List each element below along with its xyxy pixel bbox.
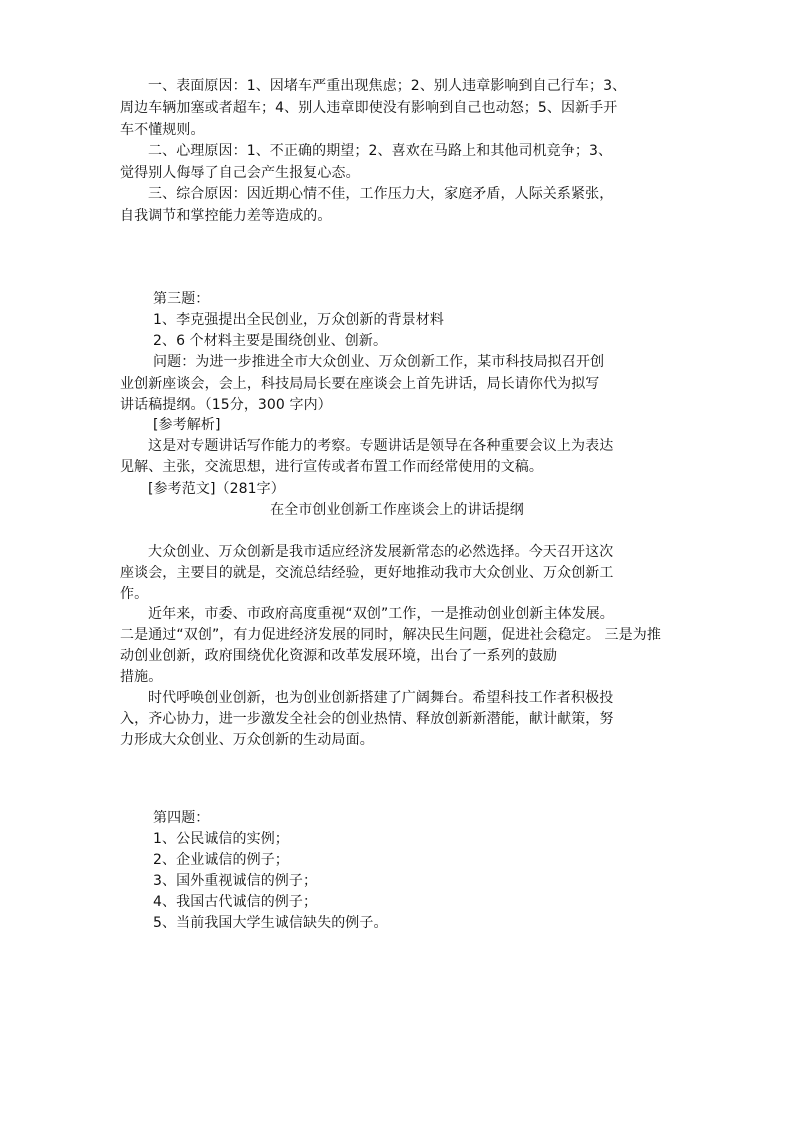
analysis-line-2: 见解、主张，交流思想，进行宣传或者布置工作而经常使用的文稿。 — [120, 459, 543, 475]
question-4-item-4: 4、我国古代诚信的例子； — [153, 894, 318, 910]
sample-paragraph-1-line-2: 座谈会，主要目的就是，交流总结经验，更好地推动我市大众创业、万众创新工 — [120, 565, 614, 581]
question-4-item-1: 1、公民诚信的实例； — [153, 831, 289, 847]
sample-paragraph-2-line-4: 措施。 — [120, 669, 163, 685]
analysis-line-1: 这是对专题讲话写作能力的考察。专题讲话是领导在各种重要会议上为表达 — [148, 438, 614, 454]
question-3-problem-line-2: 业创新座谈会，会上，科技局局长要在座谈会上首先讲话，局长请你代为拟写 — [120, 376, 600, 392]
reason-overall-line-2: 自我调节和掌控能力差等造成的。 — [120, 208, 332, 224]
question-4-item-5: 5、当前我国大学生诚信缺失的例子。 — [153, 915, 388, 931]
question-4-item-3: 3、国外重视诚信的例子； — [153, 873, 318, 889]
question-4-item-2: 2、企业诚信的例子； — [153, 852, 289, 868]
question-3-problem-line-3: 讲话稿提纲。（15分，300 字内） — [120, 397, 332, 413]
sample-essay-title: 在全市创业创新工作座谈会上的讲话提纲 — [270, 502, 524, 518]
reason-mental-line-1: 二、心理原因：1、不正确的期望；2、喜欢在马路上和其他司机竞争；3、 — [148, 143, 613, 159]
reason-surface-line-3: 车不懂规则。 — [120, 122, 205, 138]
reason-surface-line-1: 一、表面原因：1、因堵车严重出现焦虑；2、别人违章影响到自己行车；3、 — [148, 78, 627, 94]
sample-paragraph-2-line-3: 动创业创新，政府围绕优化资源和改革发展环境，出台了一系列的鼓励 — [120, 648, 558, 664]
sample-paragraph-3-line-3: 力形成大众创业、万众创新的生动局面。 — [120, 732, 374, 748]
sample-paragraph-3-line-1: 时代呼唤创业创新，也为创业创新搭建了广阔舞台。希望科技工作者积极投 — [148, 690, 614, 706]
sample-essay-label: [参考范文]（281字） — [148, 481, 285, 497]
sample-paragraph-1-line-3: 作。 — [120, 586, 149, 602]
sample-paragraph-2-line-2: 二是通过“双创”，有力促进经济发展的同时，解决民生问题，促进社会稳定。 三是为推 — [120, 627, 661, 643]
analysis-label: [参考解析] — [153, 417, 221, 433]
sample-paragraph-1-line-1: 大众创业、万众创新是我市适应经济发展新常态的必然选择。今天召开这次 — [148, 544, 614, 560]
question-3-material-2: 2、6 个材料主要是围绕创业、创新。 — [153, 333, 388, 349]
reason-mental-line-2: 觉得别人侮辱了自己会产生报复心态。 — [120, 165, 360, 181]
reason-surface-line-2: 周边车辆加塞或者超车；4、别人违章即使没有影响到自己也动怒；5、因新手开 — [120, 100, 618, 116]
question-4-title: 第四题： — [153, 810, 210, 826]
question-3-problem-line-1: 问题：为进一步推进全市大众创业、万众创新工作，某市科技局拟召开创 — [153, 354, 605, 370]
question-3-title: 第三题： — [153, 291, 210, 307]
question-3-material-1: 1、李克强提出全民创业，万众创新的背景材料 — [153, 312, 445, 328]
reason-overall-line-1: 三、综合原因：因近期心情不佳，工作压力大，家庭矛盾，人际关系紧张， — [148, 186, 614, 202]
sample-paragraph-2-line-1: 近年来，市委、市政府高度重视“双创”工作，一是推动创业创新主体发展。 — [148, 606, 614, 622]
sample-paragraph-3-line-2: 入，齐心协力，进一步激发全社会的创业热情、释放创新新潜能，献计献策，努 — [120, 711, 614, 727]
